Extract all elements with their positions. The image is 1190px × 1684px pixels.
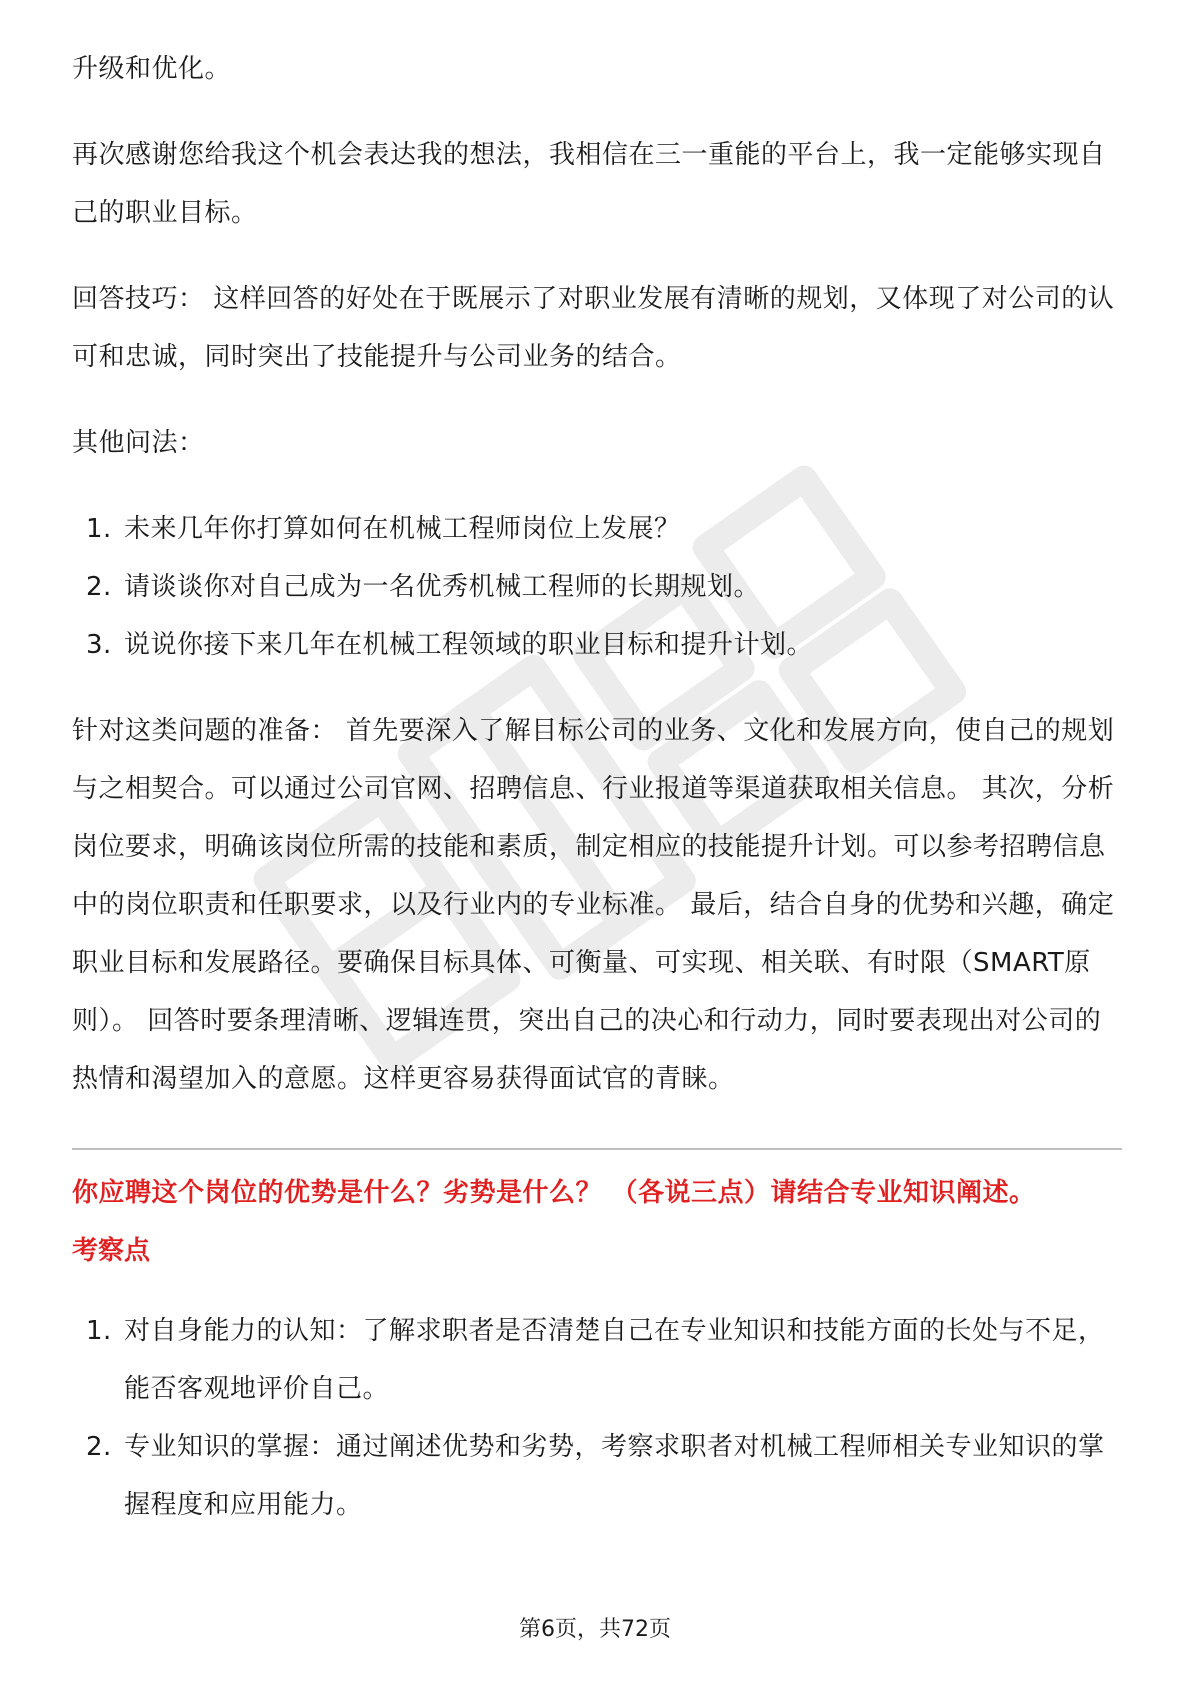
list-item [72, 558, 1122, 616]
list-item [72, 616, 1122, 674]
list-text: 对自身能力的认知：了解求职者是否清楚自己在专业知识和技能方面的长处与不足，能否客观地评价自己。 [124, 1316, 1105, 1404]
page-footer: 第6页，共72页 [519, 1617, 671, 1642]
list-number: 1. [86, 514, 112, 544]
list-number: 2. [86, 572, 112, 602]
other-questions-list [72, 500, 1122, 674]
list-number: 1. [86, 1316, 112, 1346]
question-heading: 你应聘这个岗位的优势是什么？劣势是什么？ （各说三点）请结合专业知识阐述。 [72, 1178, 1036, 1208]
list-text: 未来几年你打算如何在机械工程师岗位上发展？ [124, 514, 681, 544]
list-number: 2. [86, 1432, 112, 1462]
other-questions-label: 其他问法： [72, 428, 205, 458]
list-text: 请谈谈你对自己成为一名优秀机械工程师的长期规划。 [124, 572, 761, 602]
list-text: 说说你接下来几年在机械工程领域的职业目标和提升计划。 [124, 630, 814, 660]
content-body [72, 40, 1122, 1562]
paragraph: 升级和优化。 [72, 54, 232, 84]
exam-points-list [72, 1302, 1122, 1534]
list-item [72, 1418, 1122, 1534]
list-text: 专业知识的掌握：通过阐述优势和劣势，考察求职者对机械工程师相关专业知识的掌握程度和应用能力。 [124, 1432, 1105, 1520]
list-number: 3. [86, 630, 112, 660]
list-item [72, 1302, 1122, 1418]
list-item [72, 500, 1122, 558]
section-divider [72, 1148, 1122, 1150]
answer-tip-paragraph: 回答技巧： 这样回答的好处在于既展示了对职业发展有清晰的规划，又体现了对公司的认可和忠诚，同时突出了技能提升与公司业务的结合。 [72, 284, 1115, 372]
paragraph: 再次感谢您给我这个机会表达我的想法，我相信在三一重能的平台上，我一定能够实现自己的职业目标。 [72, 140, 1106, 228]
preparation-paragraph: 针对这类问题的准备： 首先要深入了解目标公司的业务、文化和发展方向，使自己的规划与之相契合。可以通过公司官网、招聘信息、行业报道等渠道获取相关信息。 其次，分析岗位要求，明确该岗位所需的技能和素质，制定相应的技能提升计划。可以参考招聘信息中的岗位职责和任职要求，以及行业内的专业标准。 最后，结合自身的优势和兴趣，确定职业目标和发展路径。要确保目标具体、可衡量、可实现、相关联、有时限（SMART原则）。 回答时要条理清晰、逻辑连贯，突出自己的决心和行动力，同时要表现出对公司的热情和渴望加入的意愿。这样更容易获得面试官的青睐。 [72, 716, 1115, 1094]
exam-points-heading: 考察点 [72, 1236, 151, 1266]
